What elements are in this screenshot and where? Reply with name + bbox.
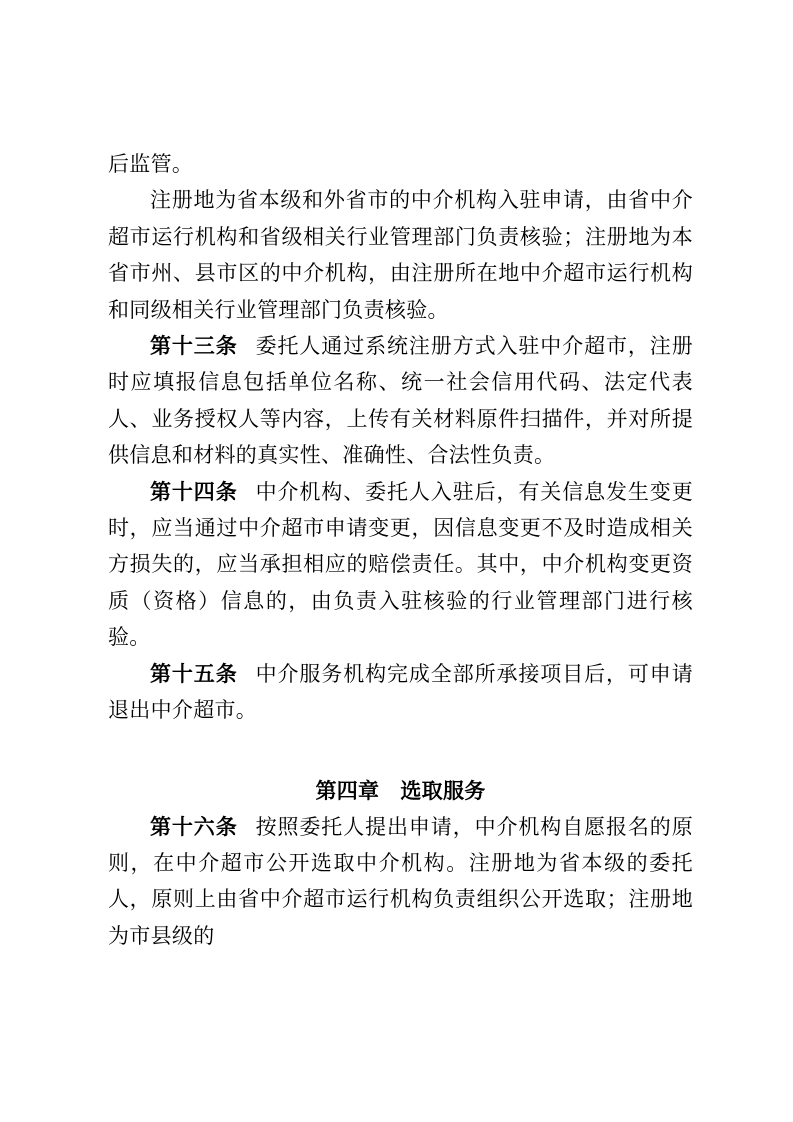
chapter-number: 第四章 [315,778,380,803]
document-body [108,146,693,954]
article-16 [108,809,693,955]
article-number: 第十五条 [150,661,238,686]
paragraph-continuation [108,146,693,182]
article-text: 中介服务机构完成全部所承接项目后，可申请退出中介超市。 [108,661,694,723]
article-15 [108,656,693,729]
paragraph-registration-verification [108,182,693,328]
paragraph-text: 注册地为省本级和外省市的中介机构入驻申请，由省中介超市运行机构和省级相关行业管理部门负责核验；注册地为本省市州、县市区的中介机构，由注册所在地中介超市运行机构和同级相关行业管理部门负责核验。 [108,188,693,322]
chapter-spacer [108,729,693,773]
article-13 [108,328,693,474]
article-number: 第十四条 [150,479,238,504]
article-text: 中介机构、委托人入驻后，有关信息发生变更时，应当通过中介超市申请变更，因信息变更不及时造成相关方损失的，应当承担相应的赔偿责任。其中，中介机构变更资质（资格）信息的，由负责入驻核验的行业管理部门进行核验。 [108,479,694,650]
chapter-heading [108,773,693,809]
chapter-title: 选取服务 [400,778,486,803]
paragraph-text: 后监管。 [108,152,194,176]
article-14 [108,474,693,656]
article-number: 第十六条 [150,814,238,839]
article-text: 委托人通过系统注册方式入驻中介超市，注册时应填报信息包括单位名称、统一社会信用代码、法定代表人、业务授权人等内容，上传有关材料原件扫描件，并对所提供信息和材料的真实性、准确性、合法性负责。 [108,334,694,468]
article-number: 第十三条 [150,334,238,359]
article-text: 按照委托人提出申请，中介机构自愿报名的原则，在中介超市公开选取中介机构。注册地为省本级的委托人，原则上由省中介超市运行机构负责组织公开选取；注册地为市县级的 [108,814,694,948]
